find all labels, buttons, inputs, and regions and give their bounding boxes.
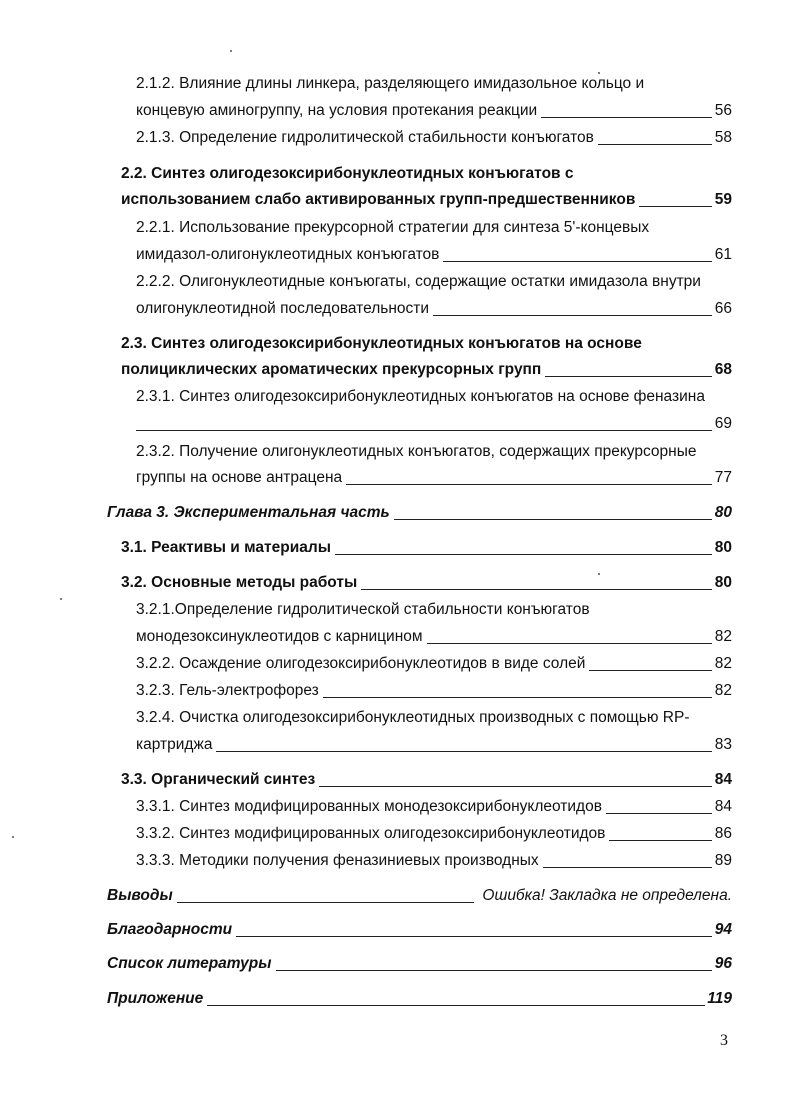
toc-entry-2-2-2-line1: 2.2.2. Олигонуклеотидные конъюгаты, содержащие остатки имидазола внутри (136, 273, 701, 290)
toc-page-number: 61 (714, 246, 732, 263)
toc-entry-3-3[interactable] (121, 768, 732, 790)
toc-entry-2-2[interactable] (121, 188, 732, 210)
scan-speck (598, 72, 600, 74)
toc-entry-text: использованием слабо активированных групп-предшественников (121, 191, 636, 208)
leader-line (639, 206, 712, 207)
toc-entry-text: Благодарности (107, 921, 233, 938)
scan-speck (598, 573, 600, 575)
leader-line (589, 670, 712, 671)
bookmark-error: Ошибка! Закладка не определена. (482, 887, 732, 904)
toc-entry-text: 2.1.3. Определение гидролитической стабильности конъюгатов (136, 129, 594, 146)
toc-entry-2-1-2[interactable] (136, 99, 732, 121)
toc-entry-3-3-1[interactable] (136, 795, 732, 817)
leader-line (545, 376, 712, 377)
toc-entry-text: имидазол-олигонуклеотидных конъюгатов (136, 246, 440, 263)
toc-entry-text: 3.3.2. Синтез модифицированных олигодезоксирибонуклеотидов (136, 825, 606, 842)
toc-entry-text: Выводы (107, 887, 173, 904)
toc-entry-3-2-4[interactable] (136, 733, 732, 755)
toc-entry-text: картриджа (136, 736, 213, 753)
toc-entry-2-1-3[interactable] (136, 126, 732, 148)
toc-entry-3-2-2[interactable] (136, 652, 732, 674)
toc-page-number: 77 (714, 469, 732, 486)
toc-entry-2-3-line1: 2.3. Синтез олигодезоксирибонуклеотидных конъюгатов на основе (121, 335, 642, 352)
toc-page-number: 86 (714, 825, 732, 842)
toc-page-number: 68 (714, 361, 732, 378)
toc-entry-text: 3.2.2. Осаждение олигодезоксирибонуклеотидов в виде солей (136, 655, 586, 672)
leader-line (177, 902, 475, 903)
toc-page-number: 82 (714, 682, 732, 699)
toc-entry-2-2-2[interactable] (136, 297, 732, 319)
leader-line (216, 751, 712, 752)
toc-entry-text: 3.2.3. Гель-электрофорез (136, 682, 319, 699)
leader-line (276, 970, 713, 971)
toc-entry-3-3-2[interactable] (136, 822, 732, 844)
leader-line (443, 261, 712, 262)
leader-line (323, 697, 712, 698)
toc-entry-3-2[interactable] (121, 571, 732, 593)
toc-entry-chapter-3[interactable] (107, 501, 732, 523)
toc-page-number: 80 (714, 504, 732, 521)
toc-entry-text: 3.3. Органический синтез (121, 771, 316, 788)
leader-line (609, 840, 712, 841)
toc-page-number: 80 (714, 539, 732, 556)
toc-entry-2-3-1[interactable] (136, 412, 732, 434)
toc-page-number: 96 (714, 955, 732, 972)
toc-entry-text: концевую аминогруппу, на условия протекания реакции (136, 102, 538, 119)
toc-entry-2-2-1-line1: 2.2.1. Использование прекурсорной стратегии для синтеза 5'-концевых (136, 219, 650, 236)
toc-page-number: 66 (714, 300, 732, 317)
toc-entry-2-1-2-line1: 2.1.2. Влияние длины линкера, разделяющего имидазольное кольцо и (136, 75, 645, 92)
toc-page-number: 119 (707, 990, 732, 1007)
toc-entry-3-2-3[interactable] (136, 679, 732, 701)
toc-entry-text: Приложение (107, 990, 204, 1007)
toc-page-number: 80 (714, 574, 732, 591)
toc-entry-2-3[interactable] (121, 358, 732, 380)
toc-entry-text: олигонуклеотидной последовательности (136, 300, 430, 317)
leader-line (394, 519, 712, 520)
toc-page-number: 82 (714, 628, 732, 645)
leader-line (541, 117, 712, 118)
toc-entry-text: Глава 3. Экспериментальная часть (107, 504, 390, 521)
toc-page-number: 59 (714, 191, 732, 208)
toc-entry-2-3-2-line1: 2.3.2. Получение олигонуклеотидных конъюгатов, содержащих прекурсорные (136, 443, 697, 460)
toc-entry-2-2-1[interactable] (136, 243, 732, 265)
toc-entry-2-3-1-line1: 2.3.1. Синтез олигодезоксирибонуклеотидных конъюгатов на основе феназина (136, 388, 705, 405)
toc-entry-text: 3.3.1. Синтез модифицированных монодезоксирибонуклеотидов (136, 798, 602, 815)
leader-line (136, 430, 712, 431)
toc-entry-text: полициклических ароматических прекурсорных групп (121, 361, 542, 378)
toc-entry-3-2-1-line1: 3.2.1.Определение гидролитической стабильности конъюгатов (136, 601, 590, 618)
toc-entry-3-1[interactable] (121, 536, 732, 558)
leader-line (427, 643, 712, 644)
page-number: 3 (720, 1032, 728, 1049)
toc-entry-2-3-2[interactable] (136, 466, 732, 488)
toc-entry-3-2-4-line1: 3.2.4. Очистка олигодезоксирибонуклеотидных производных с помощью RP- (136, 709, 690, 726)
leader-line (543, 867, 712, 868)
leader-line (319, 786, 712, 787)
leader-line (361, 589, 712, 590)
toc-entry-3-2-1[interactable] (136, 625, 732, 647)
leader-line (335, 554, 712, 555)
scan-speck (60, 598, 62, 600)
toc-page-number: 56 (714, 102, 732, 119)
toc-page-number: 69 (714, 415, 732, 432)
toc-entry-text: 3.1. Реактивы и материалы (121, 539, 331, 556)
scan-speck (230, 50, 232, 52)
leader-line (346, 484, 712, 485)
toc-page-number: 94 (714, 921, 732, 938)
scan-speck (12, 836, 14, 838)
toc-page-number: 58 (714, 129, 732, 146)
toc-page-number: 83 (714, 736, 732, 753)
leader-line (433, 315, 712, 316)
toc-entry-text: группы на основе антрацена (136, 469, 343, 486)
toc-entry-text: монодезоксинуклеотидов с карницином (136, 628, 423, 645)
toc-page-number: 84 (714, 798, 732, 815)
toc-page-number: 89 (714, 852, 732, 869)
toc-entry-text: 3.3.3. Методики получения феназиниевых производных (136, 852, 539, 869)
toc-entry-text: 3.2. Основные методы работы (121, 574, 358, 591)
leader-line (207, 1005, 705, 1006)
toc-entry-conclusions[interactable] (107, 884, 732, 906)
toc-entry-references[interactable] (107, 952, 732, 974)
toc-entry-appendix[interactable] (107, 987, 732, 1009)
leader-line (598, 144, 712, 145)
toc-entry-acknowledgements[interactable] (107, 918, 732, 940)
toc-entry-text: Список литературы (107, 955, 272, 972)
toc-page-number: 84 (714, 771, 732, 788)
leader-line (236, 936, 712, 937)
leader-line (606, 813, 712, 814)
toc-entry-2-2-line1: 2.2. Синтез олигодезоксирибонуклеотидных конъюгатов с (121, 165, 574, 182)
toc-entry-3-3-3[interactable] (136, 849, 732, 871)
toc-page-number: 82 (714, 655, 732, 672)
